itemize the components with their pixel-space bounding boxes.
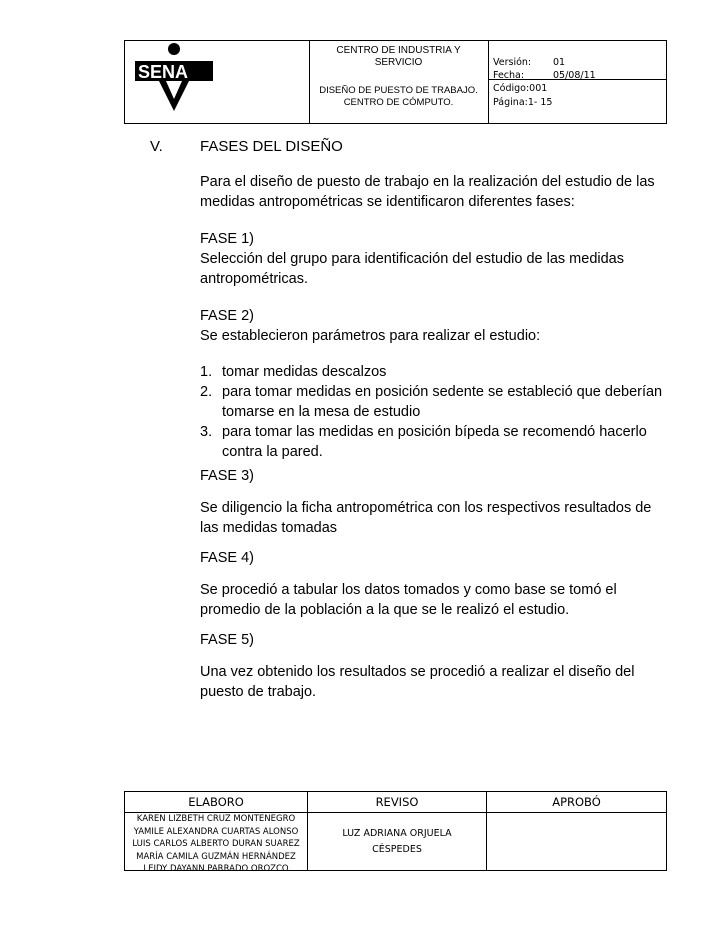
center-name: CENTRO DE INDUSTRIA Y SERVICIO <box>336 45 461 68</box>
reviewer-name: LUZ ADRIANA ORJUELA CÉSPEDES <box>342 828 452 855</box>
title-cell <box>309 41 489 123</box>
parameters-list <box>200 362 670 462</box>
reviso-header: REVISO <box>375 795 419 809</box>
fase2-block: FASE 2) Se establecieron parámetros para realizar el estudio: <box>200 306 670 346</box>
list-item: 2. para tomar medidas en posición sedente se estableció que deberían tomarse en la mesa de estudio <box>200 384 663 420</box>
list-item: 3. para tomar las medidas en posición bípeda se recomendó hacerlo contra la pared. <box>200 424 647 460</box>
fase4-title: FASE 4) <box>200 550 254 566</box>
page-row: Página:1- 15 <box>493 97 553 108</box>
fase5-text: Una vez obtenido los resultados se procedió a realizar el diseño del puesto de trabajo. <box>200 664 635 700</box>
intro-paragraph: Para el diseño de puesto de trabajo en la realización del estudio de las medidas antropométricas se identificaron diferentes fases: <box>200 174 655 210</box>
logo-cell <box>125 41 310 123</box>
fase4-text: Se procedió a tabular los datos tomados y como base se tomó el promedio de la población a la que se le realizó el estudio. <box>200 582 617 618</box>
column-divider <box>486 792 487 870</box>
fase1-block: FASE 1) Selección del grupo para identificación del estudio de las medidas antropométricas. <box>200 229 670 289</box>
section-title: FASES DEL DISEÑO <box>200 138 343 155</box>
fase3-title: FASE 3) <box>200 468 254 484</box>
authors-list: KAREN LIZBETH CRUZ MONTENEGRO YAMILE ALEXANDRA CUARTAS ALONSO LUIS CARLOS ALBERTO DURAN SUAREZ MARÍA CAMILA GUZMÁN HERNÁNDEZ LEIDY DAYANN PARRADO OROZCO <box>132 814 300 874</box>
approval-table <box>124 791 667 874</box>
aprobo-header: APROBÓ <box>552 795 601 809</box>
fase1-title: FASE 1) <box>200 231 254 247</box>
logo-text: SENA <box>138 62 189 82</box>
metadata-cell <box>488 41 666 123</box>
document-subtitle: DISEÑO DE PUESTO DE TRABAJO. CENTRO DE CÓMPUTO. <box>319 85 478 108</box>
section-number: V. <box>150 138 163 155</box>
fase5-title: FASE 5) <box>200 632 254 648</box>
fase3-text: Se diligencio la ficha antropométrica con los respectivos resultados de las medidas tomadas <box>200 500 652 536</box>
version-row: Versión: 01 <box>493 57 566 68</box>
fase2-title: FASE 2) <box>200 308 254 324</box>
date-row: Fecha: 05/08/11 <box>493 70 596 81</box>
document-header <box>124 40 667 124</box>
metadata-divider <box>488 79 666 80</box>
sena-logo <box>125 41 309 123</box>
code-row: Código:001 <box>493 83 548 94</box>
elaboro-header: ELABORO <box>188 795 244 809</box>
list-item: 1. tomar medidas descalzos <box>200 364 387 380</box>
